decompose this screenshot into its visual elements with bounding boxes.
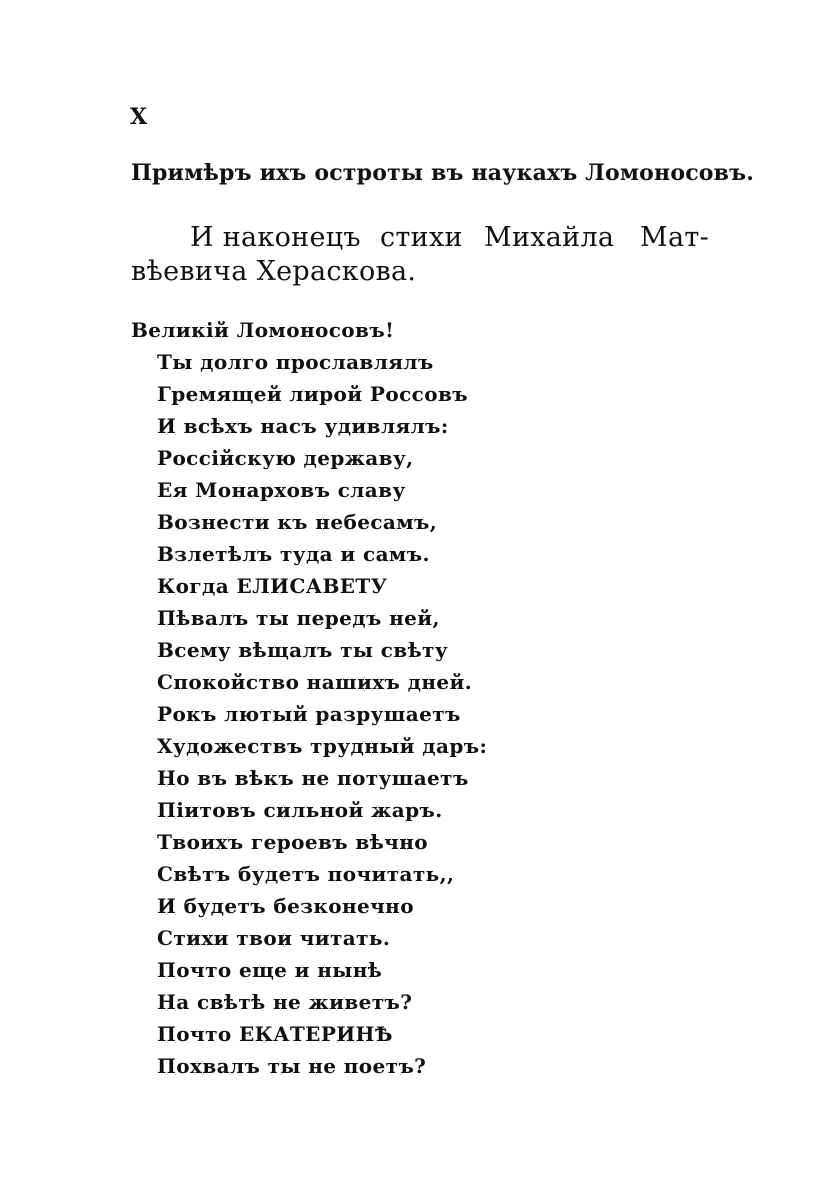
heading-part-1: И наконецъ — [190, 222, 361, 253]
poem-line: Ты долго прославлялъ — [157, 350, 434, 374]
poem-line: Вознести къ небесамъ, — [157, 510, 438, 534]
poem-line: Твоихъ героевъ вѣчно — [157, 830, 428, 854]
poem-line: Свѣтъ будетъ почитать,, — [157, 862, 455, 886]
poem-address: Великій Ломоносовъ! — [131, 318, 395, 342]
poem-line: Пѣвалъ ты передъ ней, — [157, 606, 440, 630]
poem-line: Россійскую державу, — [157, 446, 414, 470]
poem-line: Всему вѣщалъ ты свѣту — [157, 638, 449, 662]
poem-line: Когда ЕЛИСАВЕТУ — [157, 574, 388, 598]
poem-line: На свѣтѣ не живетъ? — [157, 990, 413, 1014]
poem-line: Художествъ трудный даръ: — [157, 734, 488, 758]
poem-line: И будетъ безконечно — [157, 894, 414, 918]
poem-line: Почто еще и нынѣ — [157, 958, 383, 982]
heading-part-3: Михайла — [484, 222, 615, 253]
poem-line: Но въ вѣкъ не потушаетъ — [157, 766, 469, 790]
poem-line: Піитовъ сильной жаръ. — [157, 798, 443, 822]
heading-part-2: стихи — [380, 222, 463, 253]
poem-line: Стихи твои читать. — [157, 926, 391, 950]
poem-line: Похвалъ ты не поетъ? — [157, 1054, 427, 1078]
poem-line: Почто ЕКАТЕРИНѢ — [157, 1022, 393, 1046]
poem-line: И всѣхъ насъ удивлялъ: — [157, 414, 449, 438]
heading-line-2: вѣевича Хераскова. — [131, 256, 417, 287]
poem-line: Рокъ лютый разрушаетъ — [157, 702, 461, 726]
heading-part-4: Мат- — [640, 222, 710, 253]
poem-line: Взлетѣлъ туда и самъ. — [157, 542, 430, 566]
poem-line: Ея Монарховъ славу — [157, 478, 406, 502]
intro-line: Примѣръ ихъ остроты въ наукахъ Ломоносовъ. — [131, 160, 755, 186]
page-number: X — [130, 104, 149, 130]
poem-line: Спокойство нашихъ дней. — [157, 670, 473, 694]
poem-line: Гремящей лирой Россовъ — [157, 382, 468, 406]
